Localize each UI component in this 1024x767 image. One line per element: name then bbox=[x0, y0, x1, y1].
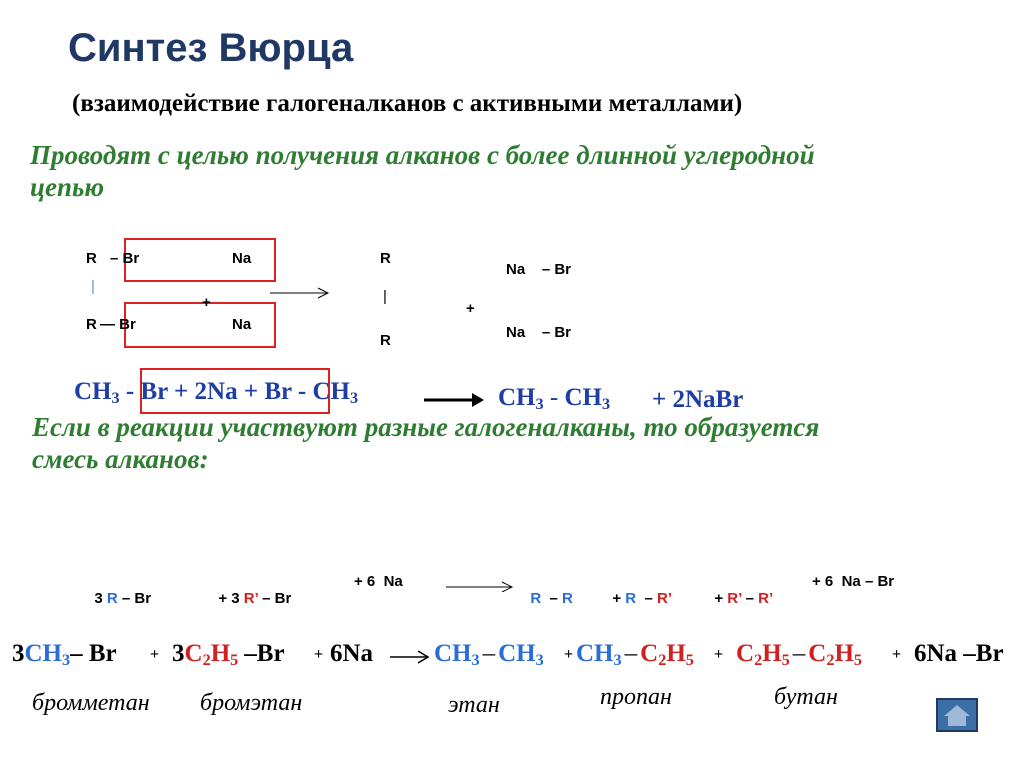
equation-2-reactant-2: + 3 R’ – Br bbox=[218, 590, 292, 607]
equation-3-bromomethane: $3CH_3-$ Br bbox=[12, 640, 117, 670]
eq3-plus-4: + bbox=[714, 646, 724, 663]
nabr-bottom: Na – Br bbox=[506, 324, 572, 341]
eq3-plus-2: + bbox=[314, 646, 324, 663]
equation-1-arrow bbox=[422, 390, 486, 410]
scheme-br-bottom: — Br bbox=[100, 316, 136, 333]
equation-3-propane: $CH_3 - C_2H_5$ bbox=[576, 640, 694, 670]
scheme-vbar: | bbox=[91, 278, 95, 295]
nabr-top: Na – Br bbox=[506, 261, 572, 278]
name-propane: пропан bbox=[600, 684, 672, 710]
equation-2-product-4: + 6 Na – Br bbox=[812, 573, 895, 590]
purpose-line-1: Проводят с целью получения алканов с более длинной углеродной bbox=[30, 140, 815, 170]
equation-3-bromoethane: $3C_2H_5$ –Br bbox=[172, 640, 285, 670]
scheme-br-top: – Br bbox=[110, 250, 140, 267]
mix-line-2: смесь алканов: bbox=[32, 444, 209, 474]
product-bar: | bbox=[383, 288, 387, 305]
home-button[interactable] bbox=[936, 698, 978, 732]
equation-2-reactants: 3 R – Br bbox=[94, 590, 152, 607]
scheme-na-top: Na bbox=[232, 250, 252, 267]
name-bromomethane: бромметан bbox=[32, 690, 150, 716]
scheme-r-top: R bbox=[86, 250, 97, 267]
scheme-plus: + bbox=[202, 294, 211, 311]
eq3-plus-3: + bbox=[564, 646, 574, 663]
equation-2-product-3: + R’ – R’ bbox=[714, 590, 774, 607]
name-ethane: этан bbox=[448, 692, 500, 718]
equation-3-ethane: $CH_3 - CH_3$ bbox=[434, 640, 544, 670]
page-title: Синтез Вюрца bbox=[68, 26, 354, 70]
equation-3-butane: $C_2H_5 - C_2H_5$ bbox=[736, 640, 863, 670]
eq3-plus-5: + bbox=[892, 646, 902, 663]
equation-2-arrow bbox=[444, 578, 516, 592]
purpose-line-2: цепью bbox=[30, 172, 105, 202]
equation-1-reactants: $CH_3 - Br + 2Na + Br - CH_3$ bbox=[74, 378, 359, 408]
name-bromoethane: бромэтан bbox=[200, 690, 303, 716]
equation-1-product: $CH_3 - CH_3$ bbox=[498, 384, 611, 414]
reaction-box-bottom bbox=[124, 302, 276, 348]
home-icon bbox=[938, 700, 976, 730]
reaction-box-top bbox=[124, 238, 276, 282]
equation-3-arrow bbox=[388, 648, 432, 664]
scheme-na-bottom: Na bbox=[232, 316, 252, 333]
scheme-plus-2: + bbox=[466, 300, 475, 317]
mix-line-1: Если в реакции участвуют разные галогеналканы, то образуется bbox=[32, 412, 820, 442]
equation-2-product-2: + R – R’ bbox=[612, 590, 672, 607]
name-butane: бутан bbox=[774, 684, 838, 710]
equation-3-nabr: 6Na –Br bbox=[914, 640, 1004, 667]
scheme-arrow bbox=[268, 286, 332, 300]
equation-3-sodium: 6Na bbox=[330, 640, 374, 667]
equation-1-nabr: + 2NaBr bbox=[652, 386, 744, 413]
subtitle: (взаимодействие галогеналканов с активными металлами) bbox=[72, 90, 743, 117]
product-r-top: R bbox=[380, 250, 391, 267]
equation-2-product-1: R – R bbox=[530, 590, 573, 607]
product-r-bottom: R bbox=[380, 332, 391, 349]
eq3-plus-1: + bbox=[150, 646, 160, 663]
equation-2-sodium: + 6 Na bbox=[354, 573, 403, 590]
scheme-r-bottom: R bbox=[86, 316, 97, 333]
